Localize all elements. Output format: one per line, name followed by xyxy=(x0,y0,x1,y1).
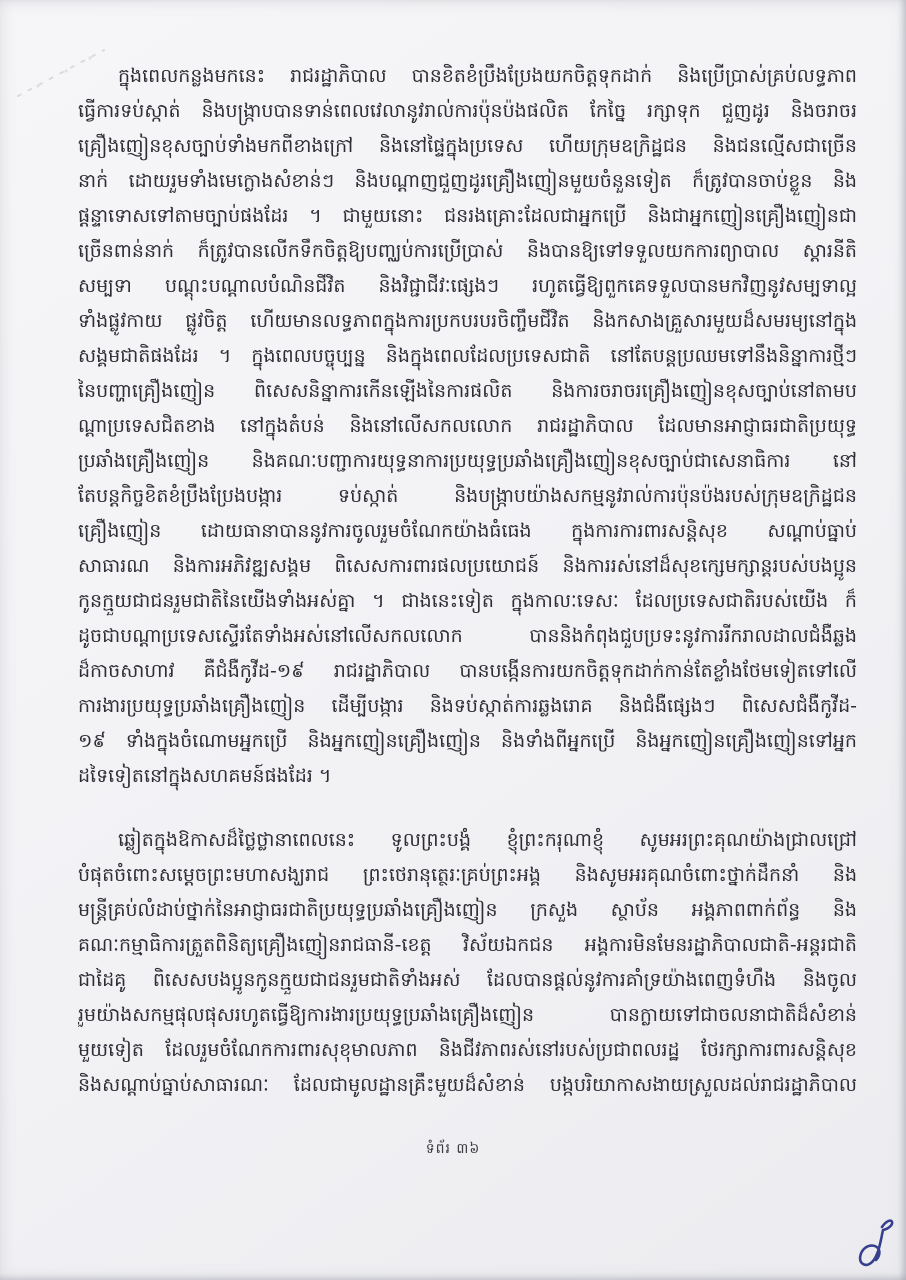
text-line: មួយទៀត ដែលរួមចំណែកការពារសុខុមាលភាព និងជីវភាពរស់នៅរបស់ប្រជាពលរដ្ឋ ថែរក្សាការពារសន្តិសុខ xyxy=(78,1039,857,1061)
paragraph-1 xyxy=(78,59,857,794)
text-line: ការងារប្រយុទ្ធប្រឆាំងគ្រឿងញៀន ដើម្បីបង្ការ និងទប់ស្កាត់ការឆ្លងរោគ និងជំងឺផ្សេងៗ ពិសេសជំងឺកូវីដ- xyxy=(78,695,857,717)
text-line: គ្រឿងញៀនខុសច្បាប់ទាំងមកពីខាងក្រៅ និងនៅផ្ទៃក្នុងប្រទេស ហើយក្រុមឧក្រិដ្ឋជន និងជនល្មើសជាច្រើន xyxy=(78,135,857,157)
text-line: ធ្វើការទប់ស្កាត់ និងបង្ក្រាបបានទាន់ពេលវេលានូវរាល់ការប៉ុនប៉ងផលិត កែច្នៃ រក្សាទុក ជួញដូរ និងចរាចរ xyxy=(78,100,857,122)
text-line: សង្គមជាតិផងដែរ ។ ក្នុងពេលបច្ចុប្បន្ន និងក្នុងពេលដែលប្រទេសជាតិ នៅតែបន្តប្រឈមទៅនឹងនិន្នាការថ្មីៗ xyxy=(78,345,857,367)
text-line: គ្រឿងញៀន ដោយធានាបាននូវការចូលរួមចំណែកយ៉ាងធំធេង ក្នុងការការពារសន្តិសុខ សណ្តាប់ធ្នាប់ xyxy=(78,520,857,542)
text-line: មន្ត្រីគ្រប់លំដាប់ថ្នាក់នៃអាជ្ញាធរជាតិប្រយុទ្ធប្រឆាំងគ្រឿងញៀន ក្រសួង ស្ថាប័ន អង្គភាពពាក់ព័ន្ធ និង xyxy=(78,899,857,921)
text-line: និងសណ្តាប់ធ្នាប់សាធារណៈ ដែលជាមូលដ្ឋានគ្រឹះមួយដ៏សំខាន់ បង្កបរិយាកាសងាយស្រួលដល់រាជរដ្ឋាភិបាល xyxy=(78,1074,857,1096)
signature-initial-icon xyxy=(852,1214,896,1276)
text-line: ប្រឆាំងគ្រឿងញៀន និងគណៈបញ្ជាការយុទ្ធនាការប្រយុទ្ធប្រឆាំងគ្រឿងញៀនខុសច្បាប់ជាសេនាធិការ នៅ xyxy=(78,450,857,472)
scan-edge-shade xyxy=(898,0,906,1280)
text-line: ទាំងផ្លូវកាយ ផ្លូវចិត្ត ហើយមានលទ្ធភាពក្នុងការប្រកបរបរចិញ្ចឹមជីវិត និងកសាងគ្រួសារមួយដ៏សមរម្យនៅក្នុង xyxy=(78,310,857,332)
text-line: នាក់ ដោយរួមទាំងមេក្លោងសំខាន់ៗ និងបណ្តាញជួញដូរគ្រឿងញៀនមួយចំនួនទៀត ក៏ត្រូវបានចាប់ខ្លួន និង xyxy=(78,170,857,192)
text-line: ដ៏កាចសាហាវ គឺជំងឺកូវីដ-១៩ រាជរដ្ឋាភិបាល បានបង្កើនការយកចិត្តទុកដាក់កាន់តែខ្លាំងថែមទៀតទៅលើ xyxy=(78,660,857,682)
text-line: ក្នុងពេលកន្លងមកនេះ រាជរដ្ឋាភិបាល បានខិតខំប្រឹងប្រែងយកចិត្តទុកដាក់ និងប្រើប្រាស់គ្រប់លទ្ធភាព xyxy=(118,65,857,87)
text-line: សាធារណ និងការអភិវឌ្ឍសង្គម ពិសេសការពារផលប្រយោជន៍ និងការរស់នៅដ៏សុខក្សេមក្សាន្តរបស់បងប្អូន xyxy=(78,555,857,577)
text-line: ដទៃទៀតនៅក្នុងសហគមន៍ផងដែរ ។ xyxy=(78,765,332,787)
text-line: គណៈកម្មាធិការត្រួតពិនិត្យគ្រឿងញៀនរាជធានី-ខេត្ត វិស័យឯកជន អង្គការមិនមែនរដ្ឋាភិបាលជាតិ-អន្តរជាតិ xyxy=(78,934,857,956)
text-line: ច្រើនពាន់នាក់ ក៏ត្រូវបានលើកទឹកចិត្តឱ្យបញ្ឈប់ការប្រើប្រាស់ និងបានឱ្យទៅទទួលយកការព្យាបាល ស្តារនីតិ xyxy=(78,240,857,262)
text-line: ឆ្លៀតក្នុងឱកាសដ៏ថ្លៃថ្លានាពេលនេះ ទូលព្រះបង្គំ ខ្ញុំព្រះករុណាខ្ញុំ សូមអរព្រះគុណយ៉ាងជ្រាលជ្រៅ xyxy=(118,829,857,851)
page-number: ទំព័រ ៣៦ xyxy=(425,1141,481,1157)
text-line: ផ្តន្ទាទោសទៅតាមច្បាប់ផងដែរ ។ ជាមួយនោះ ជនរងគ្រោះដែលជាអ្នកប្រើ និងជាអ្នកញៀនគ្រឿងញៀនជា xyxy=(78,205,857,227)
text-line: កូនក្មួយជាជនរួមជាតិនៃយើងទាំងអស់គ្នា ។ ជាងនេះទៀត ក្នុងកាលៈទេសៈ ដែលប្រទេសជាតិរបស់យើង ក៏ xyxy=(78,590,857,612)
text-block xyxy=(78,59,857,1103)
text-line: នៃបញ្ហាគ្រឿងញៀន ពិសេសនិន្នាការកើនឡើងនៃការផលិត និងការចរាចរគ្រឿងញៀនខុសច្បាប់នៅតាមប xyxy=(78,380,857,402)
text-line: ណ្តាប្រទេសជិតខាង នៅក្នុងតំបន់ និងនៅលើសកលលោក រាជរដ្ឋាភិបាល ដែលមានអាជ្ញាធរជាតិប្រយុទ្ធ xyxy=(78,415,857,437)
paragraph-2 xyxy=(78,823,857,1103)
text-line: តែបន្តកិច្ចខិតខំប្រឹងប្រែងបង្ការ ទប់ស្កាត់ និងបង្ក្រាបយ៉ាងសកម្មនូវរាល់ការប៉ុនប៉ងរបស់ក្រុមឧក្រិដ្ឋជន xyxy=(78,485,857,507)
text-line: សម្បទា បណ្តុះបណ្តាលបំណិនជីវិត និងវិជ្ជាជីវៈផ្សេងៗ រហូតធ្វើឱ្យពួកគេទទួលបានមកវិញនូវសម្បទាល្អ xyxy=(78,275,857,297)
text-line: ១៩ ទាំងក្នុងចំណោមអ្នកប្រើ និងអ្នកញៀនគ្រឿងញៀន និងទាំងពីអ្នកប្រើ និងអ្នកញៀនគ្រឿងញៀនទៅអ្នក xyxy=(78,730,857,752)
text-line: ជាដៃគូ ពិសេសបងប្អូនកូនក្មួយជាជនរួមជាតិទាំងអស់ ដែលបានផ្តល់នូវការគាំទ្រយ៉ាងពេញទំហឹង និងចូល xyxy=(78,969,857,991)
text-line: បំផុតចំពោះសម្តេចព្រះមហាសង្ឃរាជ ព្រះថេរានុត្ថេរៈគ្រប់ព្រះអង្គ និងសូមអរគុណចំពោះថ្នាក់ដឹកនាំ និង xyxy=(78,864,857,886)
text-line: រួមយ៉ាងសកម្មផុលផុសរហូតធ្វើឱ្យការងារប្រយុទ្ធប្រឆាំងគ្រឿងញៀន បានក្លាយទៅជាចលនាជាតិដ៏សំខាន់ xyxy=(78,1004,857,1026)
text-line: ដូចជាបណ្តាប្រទេសស្ទើរតែទាំងអស់នៅលើសកលលោក បាននិងកំពុងជួបប្រទះនូវការរីករាលដាលជំងឺឆ្លង xyxy=(78,625,857,647)
page-footer xyxy=(0,1138,906,1160)
scan-edge-shade xyxy=(0,1273,906,1280)
